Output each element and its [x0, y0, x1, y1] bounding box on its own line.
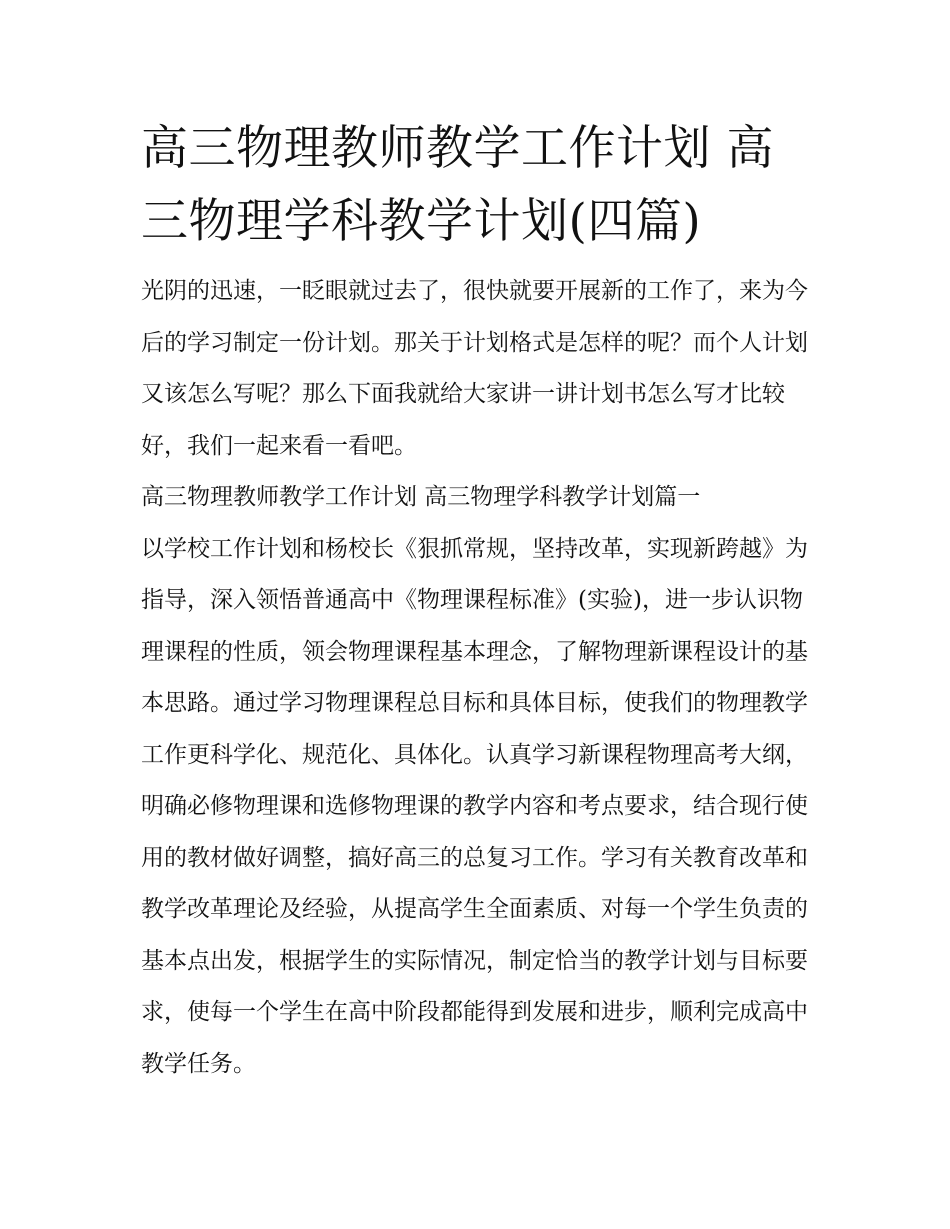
document-title: 高三物理教师教学工作计划 高三物理学科教学计划(四篇)	[141, 121, 774, 249]
section-heading: 高三物理教师教学工作计划 高三物理学科教学计划篇一	[141, 484, 701, 510]
intro-paragraph: 光阴的迅速，一眨眼就过去了，很快就要开展新的工作了，来为今后的学习制定一份计划。那关于计划格式是怎样的呢？而个人计划又该怎么写呢？那么下面我就给大家讲一讲计划书怎么写才比较好，我们一起来看一看吧。	[141, 278, 808, 459]
document-content	[141, 112, 813, 1090]
body-paragraph: 以学校工作计划和杨校长《狠抓常规，坚持改革，实现新跨越》为指导，深入领悟普通高中《物理课程标准》(实验)，进一步认识物理课程的性质，领会物理课程基本理念，了解物理新课程设计的基本思路。通过学习物理课程总目标和具体目标，使我们的物理教学工作更科学化、规范化、具体化。认真学习新课程物理高考大纲，明确必修物理课和选修物理课的教学内容和考点要求，结合现行使用的教材做好调整，搞好高三的总复习工作。学习有关教育改革和教学改革理论及经验，从提高学生全面素质、对每一个学生负责的基本点出发，根据学生的实际情况，制定恰当的教学计划与目标要求，使每一个学生在高中阶段都能得到发展和进步，顺利完成高中教学任务。	[141, 535, 808, 1077]
